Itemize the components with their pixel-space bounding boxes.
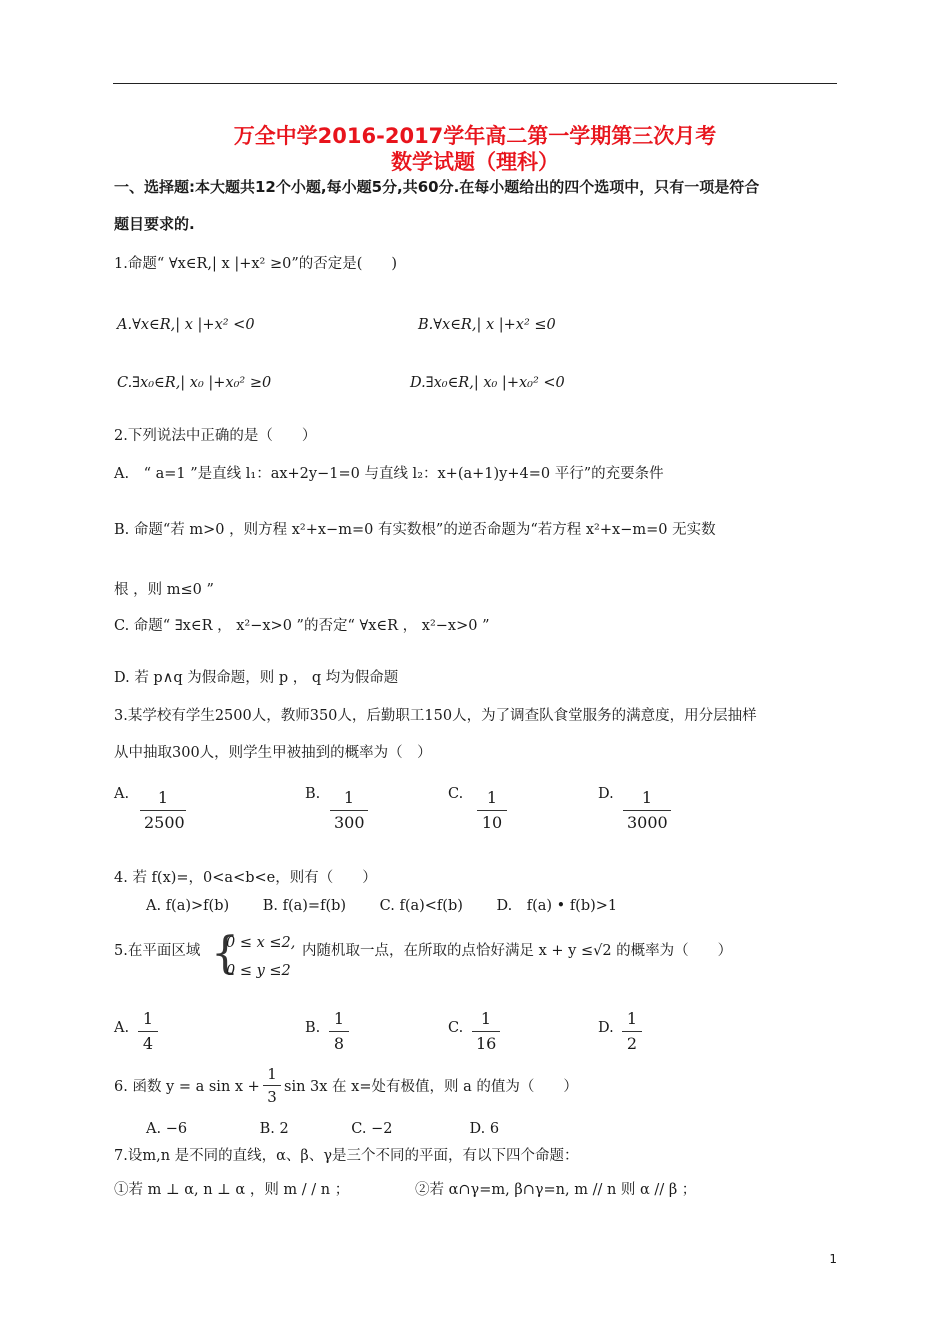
q5-d-denominator: 2 bbox=[626, 1034, 638, 1053]
q6-denominator: 3 bbox=[267, 1088, 277, 1106]
q3-d-denominator: 3000 bbox=[627, 813, 668, 832]
q3-label-b: B. bbox=[305, 786, 321, 802]
q5-a-numerator: 1 bbox=[142, 1009, 154, 1028]
q5-label-a: A. bbox=[114, 1020, 130, 1036]
q3-c-denominator: 10 bbox=[481, 813, 503, 832]
q1-stem: 1.命题“ ∀x∈R,| x |+x² ≥0”的否定是( ) bbox=[114, 256, 398, 272]
q5-c-numerator: 1 bbox=[480, 1009, 492, 1028]
page-number: 1 bbox=[829, 1252, 837, 1266]
q5-inequality-1: 0 ≤ x ≤2, bbox=[226, 935, 296, 951]
q3-label-c: C. bbox=[448, 786, 464, 802]
section-heading-line2: 题目要求的. bbox=[114, 215, 195, 233]
q5-option-b-fraction bbox=[329, 1008, 349, 1055]
q3-stem-line1: 3.某学校有学生2500人，教师350人，后勤职工150人，为了调查队食堂服务的满意度，用分层抽样 bbox=[114, 708, 757, 724]
q1-option-d: D.∃x₀∈R,| x₀ |+x₀² <0 bbox=[410, 375, 565, 391]
exam-title: 万全中学2016-2017学年高二第一学期第三次月考 bbox=[233, 124, 717, 148]
header-rule bbox=[113, 83, 837, 84]
q4-stem: 4. 若 f(x)=，0<a<b<e，则有（ ） bbox=[114, 870, 377, 886]
q5-b-denominator: 8 bbox=[333, 1034, 345, 1053]
q7-stem: 7.设m,n 是不同的直线，α、β、γ是三个不同的平面，有以下四个命题： bbox=[114, 1148, 579, 1164]
q3-label-a: A. bbox=[114, 786, 130, 802]
q2-option-c: C. 命题“ ∃x∈R ， x²−x>0 ”的否定“ ∀x∈R ， x²−x>0 ” bbox=[114, 618, 490, 634]
q3-option-c-fraction bbox=[477, 787, 507, 834]
q5-system-brace: { bbox=[211, 928, 239, 979]
q1-option-b: B.∀x∈R,| x |+x² ≤0 bbox=[418, 317, 556, 333]
q6-stem-pre: 6. 函数 y = a sin x + bbox=[114, 1079, 260, 1095]
q6-options: A. −6 B. 2 C. −2 D. 6 bbox=[146, 1121, 500, 1137]
q5-d-numerator: 1 bbox=[626, 1009, 638, 1028]
q5-prefix: 5.在平面区域 bbox=[114, 943, 201, 959]
q1-option-c: C.∃x₀∈R,| x₀ |+x₀² ≥0 bbox=[117, 375, 272, 391]
q5-c-denominator: 16 bbox=[476, 1034, 497, 1053]
q3-stem-line2: 从中抽取300人，则学生甲被抽到的概率为（ ） bbox=[114, 745, 432, 761]
q5-label-b: B. bbox=[305, 1020, 321, 1036]
q5-b-numerator: 1 bbox=[333, 1009, 345, 1028]
q3-d-numerator: 1 bbox=[641, 788, 653, 807]
q2-option-a: A. “ a=1 ”是直线 l₁：ax+2y−1=0 与直线 l₂：x+(a+1)y+4=0 平行”的充要条件 bbox=[114, 466, 664, 482]
q3-option-b-fraction bbox=[330, 787, 368, 834]
q6-fraction bbox=[263, 1064, 281, 1107]
q3-label-d: D. bbox=[598, 786, 614, 802]
q3-b-denominator: 300 bbox=[334, 813, 365, 832]
q5-option-a-fraction bbox=[138, 1008, 158, 1055]
q5-option-c-fraction bbox=[472, 1008, 500, 1055]
q3-b-numerator: 1 bbox=[343, 788, 355, 807]
q5-suffix: 内随机取一点，在所取的点恰好满足 x + y ≤√2 的概率为（ ） bbox=[302, 943, 733, 959]
q3-a-numerator: 1 bbox=[157, 788, 169, 807]
q2-option-b-line2: 根 ，则 m≤0 ” bbox=[114, 582, 214, 598]
q6-stem-post: sin 3x 在 x=处有极值，则 a 的值为（ ） bbox=[284, 1079, 578, 1095]
q5-inequality-2: 0 ≤ y ≤2 bbox=[226, 963, 291, 979]
exam-subtitle: 数学试题（理科） bbox=[391, 150, 559, 174]
q5-label-c: C. bbox=[448, 1020, 464, 1036]
q3-option-d-fraction bbox=[623, 787, 671, 834]
q5-a-denominator: 4 bbox=[142, 1034, 154, 1053]
q6-numerator: 1 bbox=[267, 1065, 277, 1083]
q2-option-d: D. 若 p∧q 为假命题，则 p ， q 均为假命题 bbox=[114, 670, 399, 686]
q5-option-d-fraction bbox=[622, 1008, 642, 1055]
q5-label-d: D. bbox=[598, 1020, 614, 1036]
q1-option-a: A.∀x∈R,| x |+x² <0 bbox=[117, 317, 255, 333]
q2-stem: 2.下列说法中正确的是（ ） bbox=[114, 428, 317, 444]
q7-proposition-2: ②若 α∩γ=m, β∩γ=n, m // n 则 α // β ； bbox=[415, 1182, 697, 1198]
section-heading-line1: 一、选择题:本大题共12个小题,每小题5分,共60分.在每小题给出的四个选项中，只有一项是符合 bbox=[114, 178, 760, 196]
q3-option-a-fraction bbox=[140, 787, 186, 834]
q4-options: A. f(a)>f(b) B. f(a)=f(b) C. f(a)<f(b) D. f(a) • f(b)>1 bbox=[146, 898, 618, 914]
q2-option-b-line1: B. 命题“若 m>0 ，则方程 x²+x−m=0 有实数根”的逆否命题为“若方程 x²+x−m=0 无实数 bbox=[114, 522, 716, 538]
q7-proposition-1: ①若 m ⊥ α, n ⊥ α ，则 m / / n ； bbox=[114, 1182, 350, 1198]
q3-a-denominator: 2500 bbox=[144, 813, 185, 832]
q3-c-numerator: 1 bbox=[486, 788, 498, 807]
